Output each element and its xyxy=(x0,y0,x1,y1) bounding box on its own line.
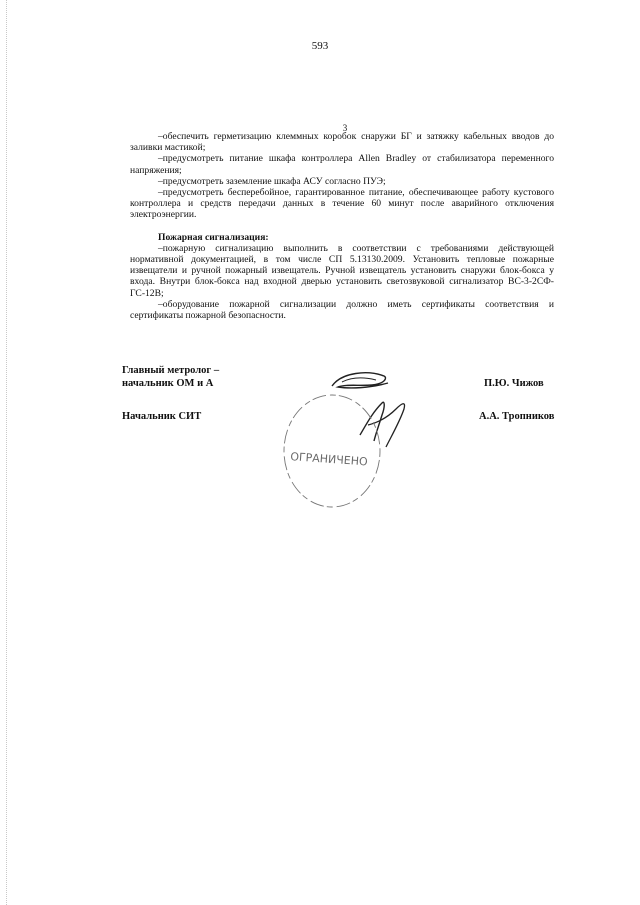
signatory-title-1-line1: Главный метролог – xyxy=(122,365,220,376)
fire-alarm-heading: Пожарная сигнализация: xyxy=(158,231,269,243)
signatory-name-1: П.Ю. Чижов xyxy=(484,378,544,389)
signatory-name-2: А.А. Тропников xyxy=(479,411,555,422)
scan-edge-artifact xyxy=(6,0,8,905)
page-number: 593 xyxy=(311,40,329,52)
fire-alarm-item: –оборудование пожарной сигнализации должно иметь сертификаты соответствия и сертификаты пожарной безопасности. xyxy=(130,298,554,322)
svg-text:ОГРАНИЧЕНО: ОГРАНИЧЕНО xyxy=(289,450,369,469)
body-item: –обеспечить герметизацию клеммных коробок снаружи БГ и затяжку кабельных вводов до заливки мастикой; xyxy=(130,131,554,154)
body-item: –предусмотреть питание шкафа контроллера Allen Bradley от стабилизатора переменного напряжения; xyxy=(130,153,554,176)
body-item: –предусмотреть заземление шкафа АСУ согласно ПУЭ; xyxy=(158,175,386,187)
body-item: –предусмотреть бесперебойное, гарантированное питание, обеспечивающее работу кустового контроллера и средств передачи данных в течение 60 минут после аварийного отключения электроэнергии. xyxy=(130,187,554,221)
document-body xyxy=(130,131,554,321)
fire-alarm-item: –пожарную сигнализацию выполнить в соответствии с требованиями действующей нормативной документацией, в том числе СП 5.13130.2009. Установить тепловые пожарные извещатели и ручной пожарный извещатель. Ручной извещатель установить снаружи блок-бокса у входа. Внутри блок-бокса над входной дверью установить светозвуковой сигнализатор ВС-3-2СФ-ГС-12В; xyxy=(130,242,554,299)
signatory-title-1-line2: начальник ОМ и А xyxy=(122,378,214,389)
signatory-title-1 xyxy=(122,364,219,390)
signatory-title-2: Начальник СИТ xyxy=(122,411,202,422)
inner-page-number: 3 xyxy=(342,123,348,133)
official-stamp-icon xyxy=(270,365,400,525)
